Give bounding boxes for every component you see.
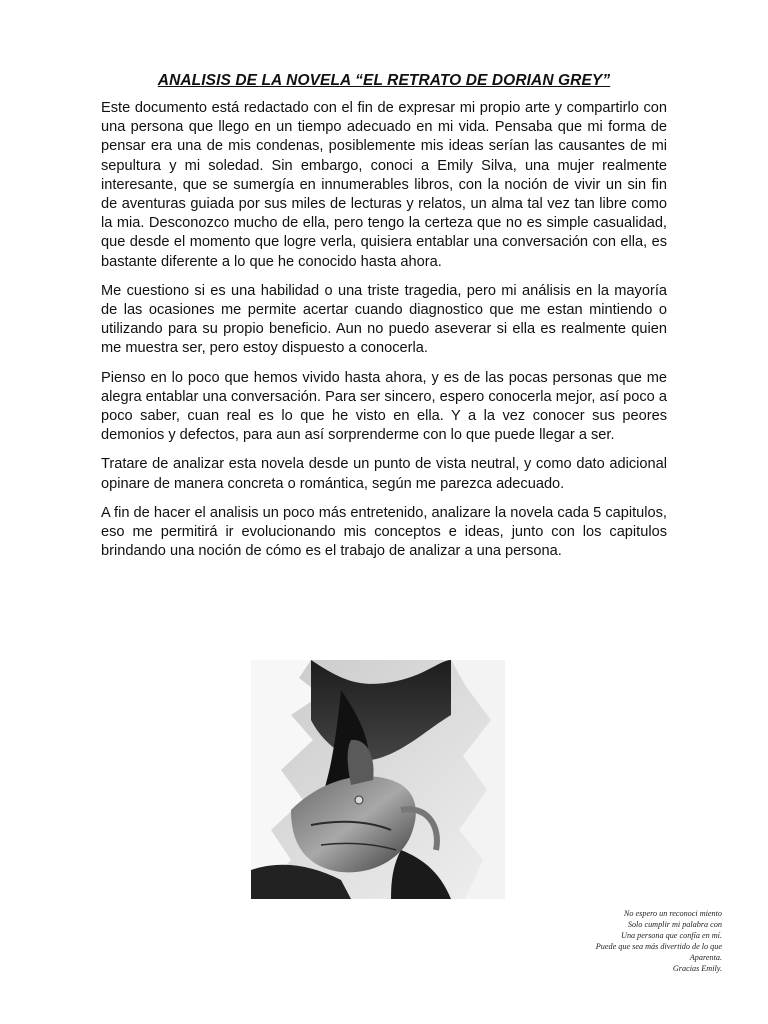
paragraph-4: Tratare de analizar esta novela desde un punto de vista neutral, y como dato adicional opinare de manera concreta o romántica, según me parezca adecuado. [101, 456, 667, 492]
paragraph-1: Este documento está redactado con el fin de expresar mi propio arte y compartirlo con una persona que llego en un tiempo adecuado en mi vida. Pensaba que mi forma de pensar era una de mis condenas, posiblemente mis ideas serían las causantes de mi sepultura y mi soledad. Sin embargo, conoci a Emily Silva, una mujer realmente interesante, que se sumergía en innumerables libros, con la noción de vivir un sin fin de aventuras guiada por sus miles de lecturas y relatos, un alma tal vez tan libre como la mia. Desconozco mucho de ella, pero tengo la certeza que no es simple casualidad, que desde el momento que logre verla, quisiera entablar una conversación con ella, es bastante diferente a lo que he conocido hasta ahora. [101, 100, 667, 270]
signature-line: Gracias Emily. [672, 964, 722, 974]
photo-illustration [251, 660, 505, 899]
signature-line: No espero un reconoci miento [623, 909, 722, 918]
signature-line: Puede que sea más divertido de lo que [595, 942, 722, 952]
signature-line: Una persona que confía en mí. [621, 931, 722, 941]
paragraph-5: A fin de hacer el analisis un poco más entretenido, analizare la novela cada 5 capitulos, eso me permitirá ir evolucionando mis conceptos e ideas, junto con los capitulos brindando una noción de cómo es el trabajo de analizar a una persona. [101, 504, 667, 560]
document-title: ANALISIS DE LA NOVELA “EL RETRATO DE DORIAN GREY” [157, 72, 611, 89]
black-white-photo [251, 660, 505, 899]
signature-line: Aparenta. [689, 953, 722, 963]
document-body [101, 72, 667, 571]
paragraph-3: Pienso en lo poco que hemos vivido hasta ahora, y es de las pocas personas que me alegra entablar una conversación. Para ser sincero, espero conocerla mejor, así poco a poco saber, cuan real es lo que he visto en ella. Y a la vez conocer sus peores demonios y defectos, para aun así sorprenderme con lo que puede llegar a ser. [101, 369, 667, 444]
signature-note [502, 908, 722, 975]
paragraph-2: Me cuestiono si es una habilidad o una triste tragedia, pero mi análisis en la mayoría de las ocasiones me permite acertar cuando diagnostico que me estan mintiendo o utilizando para su propio beneficio. Aun no puedo aseverar si ella es realmente quien me muestra ser, pero estoy dispuesto a conocerla. [101, 282, 667, 357]
signature-line: Solo cumplir mi palabra con [627, 920, 722, 930]
